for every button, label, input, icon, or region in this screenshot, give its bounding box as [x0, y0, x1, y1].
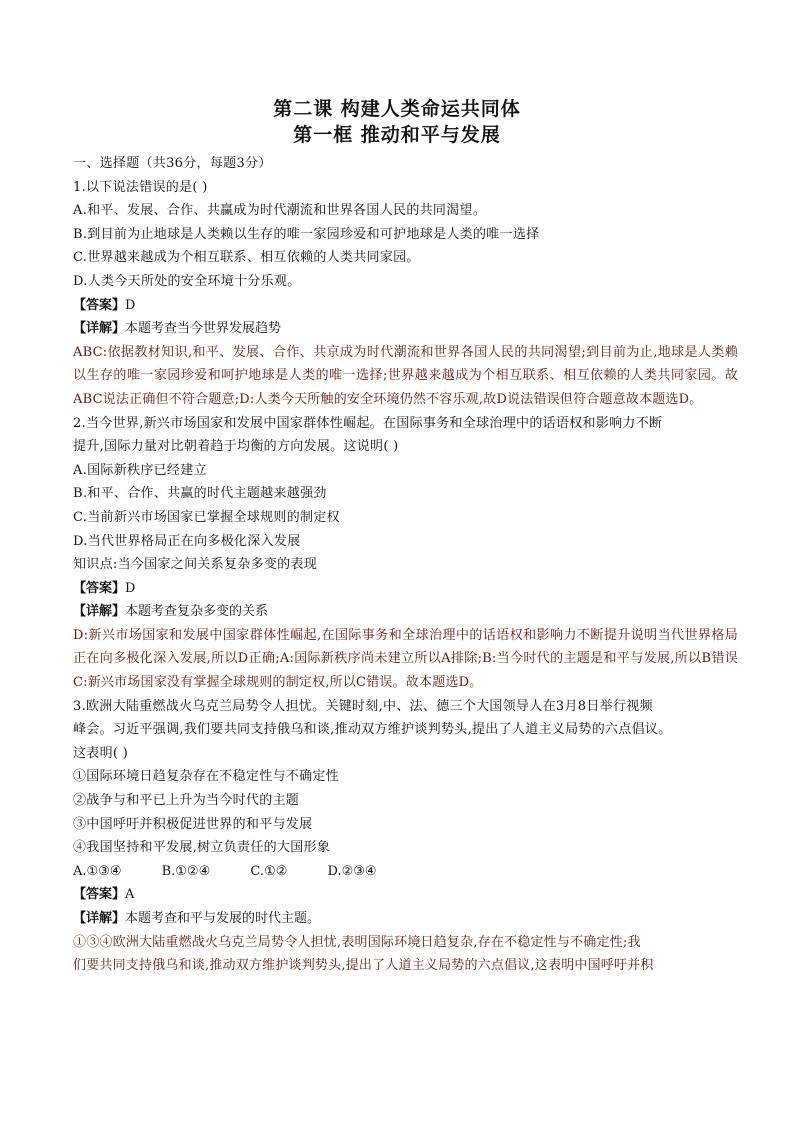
- question-stem-line-3: 这表明( ): [73, 745, 129, 761]
- answer-row: [73, 883, 738, 907]
- option-a: A.国际新秩序已经建立: [73, 462, 207, 478]
- detail-row: [73, 600, 738, 624]
- statement-3: ③中国呼吁并积极促进世界的和平与发展: [73, 816, 313, 832]
- detail-row: [73, 317, 738, 341]
- explanation: D:新兴市场国家和发展中国家群体性崛起,在国际事务和全球治理中的话语权和影响力不断提升说明当代世界格局正在向多极化深入发展,所以D正确;A:国际新秩序尚未建立所以A排除;B:当今时代的主题是和平与发展,所以B错误C:新兴市场国家没有掌握全球规则的制定权,所以C错误。故本题选D。: [73, 627, 738, 691]
- statement-4: ④我国坚持和平发展,树立负责任的大国形象: [73, 840, 331, 856]
- answer-label: 【答案】: [73, 887, 126, 903]
- explanation: ABC:依据教材知识,和平、发展、合作、共京成为时代潮流和世界各国人民的共同渴望;到目前为止,地球是人类赖以生存的唯一家园珍爱和呵护地球是人类的唯一选择;世界越来越成为个相互联系、相互依赖的人类共同家园。故ABC说法正确但不符合题意;D:人类今天所触的安全环境仍然不容乐观,故D说法错误但符合题意故本题选D。: [73, 344, 738, 407]
- statement-2: ②战争与和平已上升为当今时代的主题: [73, 793, 300, 809]
- detail-label: 【详解】: [73, 911, 126, 926]
- answer-label: 【答案】: [73, 580, 126, 596]
- option-d: D.人类今天所处的安全环境十分乐观。: [73, 273, 301, 289]
- option-b: B.和平、合作、共赢的时代主题越来越强劲: [73, 486, 327, 502]
- detail-row: [73, 907, 738, 931]
- choice-d: D.②③④: [327, 863, 377, 879]
- answer-value: A: [125, 887, 135, 903]
- choice-b: B.①②④: [161, 863, 211, 879]
- question-1: [73, 176, 738, 412]
- question-stem-line-2: 峰会。习近平强调,我们要共同支持俄乌和谈,推动双方维护谈判势头,提出了人道主义局势的六点倡议。: [73, 722, 672, 738]
- question-2: [73, 412, 738, 695]
- question-stem: 1.以下说法错误的是( ): [73, 179, 208, 195]
- option-c: C.当前新兴市场国家已掌握全球规则的制定权: [73, 509, 340, 525]
- option-d: D.当代世界格局正在向多极化深入发展: [73, 533, 301, 549]
- detail-lead: 本题考查复杂多变的关系: [125, 604, 269, 620]
- option-b: B.到目前为止地球是人类赖以生存的唯一家园珍爱和可护地球是人类的唯一选择: [73, 226, 540, 242]
- knowledge-point: 知识点:当今国家之间关系复杂多变的表现: [73, 557, 318, 573]
- question-stem-line-1: 3.欧洲大陆重燃战火乌克兰局势令人担忧。关键时刻,中、法、德三个大国领导人在3月8日举行视频: [73, 698, 653, 714]
- choice-row: [73, 860, 738, 884]
- question-stem-line-1: 2.当今世界,新兴市场国家和发展中国家群体性崛起。在国际事务和全球治理中的话语权和影响力不断: [73, 415, 663, 431]
- choice-a: A.①③④: [73, 863, 122, 879]
- answer-row: [73, 577, 738, 601]
- answer-value: D: [125, 297, 136, 313]
- detail-label: 【详解】: [73, 321, 126, 337]
- section-title: 第一框 推动和平与发展: [293, 124, 501, 146]
- option-a: A.和平、发展、合作、共赢成为时代潮流和世界各国人民的共同渴望。: [73, 203, 487, 219]
- answer-row: [73, 294, 738, 318]
- explanation-line-2: 们要共同支持俄乌和谈,推动双方维护谈判势头,提出了人道主义局势的六点倡议,这表明中国呼吁并积: [73, 958, 654, 974]
- answer-label: 【答案】: [73, 297, 126, 313]
- option-c: C.世界越来越成为个相互联系、相互依赖的人类共同家园。: [73, 250, 420, 266]
- section-heading: 一、选择题（共36分，每题3分）: [73, 156, 272, 171]
- lesson-title: 第二课 构建人类命运共同体: [273, 98, 521, 120]
- detail-lead: 本题考查和平与发展的时代主题。: [125, 911, 321, 926]
- document-body: [73, 152, 738, 978]
- statement-1: ①国际环境日趋复杂存在不稳定性与不确定性: [73, 769, 340, 785]
- explanation-line-1: ①③④欧洲大陆重燃战火乌克兰局势令人担忧,表明国际环境日趋复杂,存在不稳定性与不确定性;我: [73, 934, 641, 950]
- question-stem-line-2: 提升,国际力量对比朝着趋于均衡的方向发展。这说明( ): [73, 439, 399, 455]
- choice-c: C.①②: [250, 863, 288, 879]
- detail-lead: 本题考查当今世界发展趋势: [125, 321, 282, 337]
- question-3: [73, 695, 738, 978]
- answer-value: D: [125, 580, 136, 596]
- detail-label: 【详解】: [73, 604, 126, 620]
